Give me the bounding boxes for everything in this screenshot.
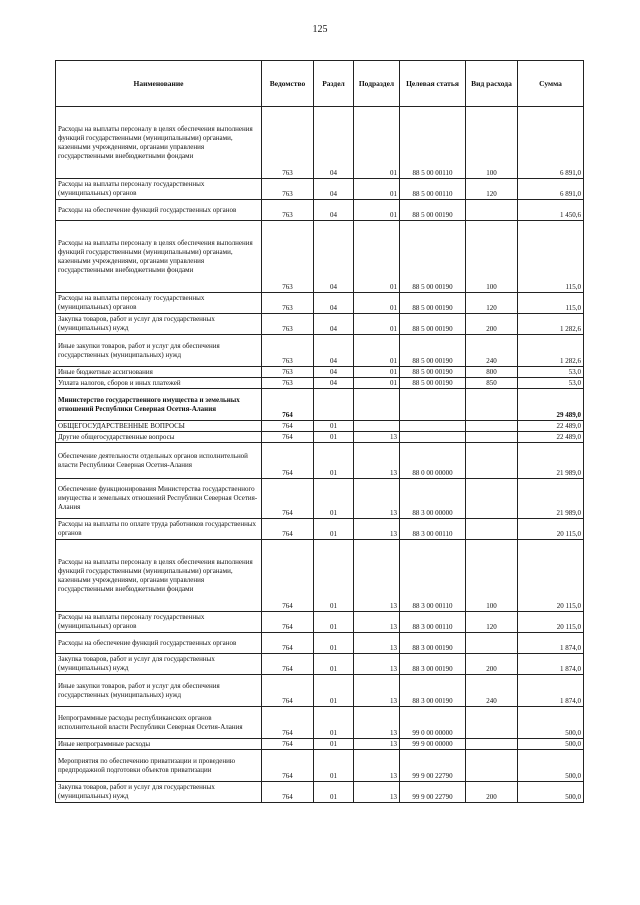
row-sum: 6 891,0 xyxy=(518,179,584,200)
table-row xyxy=(56,335,584,367)
row-sum: 21 989,0 xyxy=(518,443,584,479)
row-target xyxy=(400,432,466,443)
page-number: 125 xyxy=(312,24,328,35)
row-subsection: 01 xyxy=(354,221,400,293)
row-target: 99 9 00 00000 xyxy=(400,739,466,750)
row-sum: 20 115,0 xyxy=(518,519,584,540)
row-dept: 764 xyxy=(262,540,314,612)
row-exp-type xyxy=(466,443,518,479)
row-section: 01 xyxy=(314,519,354,540)
table-row xyxy=(56,378,584,389)
row-section: 04 xyxy=(314,367,354,378)
row-exp-type xyxy=(466,432,518,443)
row-name: ОБЩЕГОСУДАРСТВЕННЫЕ ВОПРОСЫ xyxy=(56,421,262,432)
header-dept: Ведомство xyxy=(262,61,314,107)
row-section: 04 xyxy=(314,179,354,200)
table-body xyxy=(56,107,584,803)
row-subsection: 13 xyxy=(354,750,400,782)
table-row xyxy=(56,443,584,479)
row-subsection xyxy=(354,421,400,432)
row-sum: 21 989,0 xyxy=(518,479,584,519)
row-subsection: 13 xyxy=(354,633,400,654)
table-row xyxy=(56,367,584,378)
row-dept: 764 xyxy=(262,519,314,540)
row-dept: 764 xyxy=(262,633,314,654)
row-exp-type: 120 xyxy=(466,612,518,633)
row-dept: 763 xyxy=(262,107,314,179)
row-dept: 764 xyxy=(262,443,314,479)
row-target: 88 0 00 00000 xyxy=(400,443,466,479)
row-name: Непрограммные расходы республиканских органов исполнительной власти Республики Северная Осетия-Алания xyxy=(56,707,262,739)
row-dept: 764 xyxy=(262,707,314,739)
table-row xyxy=(56,612,584,633)
table-row xyxy=(56,432,584,443)
row-target xyxy=(400,389,466,421)
row-dept: 764 xyxy=(262,389,314,421)
row-target: 88 5 00 00190 xyxy=(400,314,466,335)
row-section: 01 xyxy=(314,432,354,443)
row-section: 04 xyxy=(314,335,354,367)
row-exp-type: 100 xyxy=(466,221,518,293)
row-subsection: 13 xyxy=(354,519,400,540)
row-dept: 764 xyxy=(262,739,314,750)
row-target: 88 3 00 00110 xyxy=(400,612,466,633)
row-sum: 500,0 xyxy=(518,750,584,782)
row-subsection: 01 xyxy=(354,378,400,389)
row-subsection: 13 xyxy=(354,782,400,803)
row-section: 01 xyxy=(314,633,354,654)
row-dept: 764 xyxy=(262,654,314,675)
row-sum: 22 489,0 xyxy=(518,432,584,443)
row-sum: 1 282,6 xyxy=(518,335,584,367)
row-exp-type: 800 xyxy=(466,367,518,378)
row-subsection: 13 xyxy=(354,540,400,612)
row-exp-type xyxy=(466,750,518,782)
row-target: 88 3 00 00190 xyxy=(400,633,466,654)
row-subsection: 01 xyxy=(354,200,400,221)
row-subsection: 13 xyxy=(354,675,400,707)
row-section: 04 xyxy=(314,378,354,389)
table-header-row xyxy=(56,61,584,107)
row-section: 04 xyxy=(314,200,354,221)
row-target: 88 5 00 00190 xyxy=(400,378,466,389)
row-name: Расходы на выплаты персоналу государственных (муниципальных) органов xyxy=(56,293,262,314)
row-sum: 53,0 xyxy=(518,367,584,378)
row-section: 04 xyxy=(314,221,354,293)
row-name: Закупка товаров, работ и услуг для государственных (муниципальных) нужд xyxy=(56,654,262,675)
row-sum: 29 489,0 xyxy=(518,389,584,421)
row-section: 01 xyxy=(314,443,354,479)
row-exp-type: 240 xyxy=(466,335,518,367)
row-exp-type xyxy=(466,479,518,519)
header-target: Целевая статья xyxy=(400,61,466,107)
table-row xyxy=(56,179,584,200)
row-dept: 763 xyxy=(262,314,314,335)
row-exp-type: 200 xyxy=(466,654,518,675)
row-sum: 1 450,6 xyxy=(518,200,584,221)
row-section: 01 xyxy=(314,479,354,519)
row-exp-type: 120 xyxy=(466,179,518,200)
row-subsection: 13 xyxy=(354,612,400,633)
row-name: Мероприятия по обеспечению приватизации и проведению предпродажной подготовки объектов приватизации xyxy=(56,750,262,782)
row-subsection: 13 xyxy=(354,739,400,750)
row-name: Расходы на выплаты персоналу в целях обеспечения выполнения функций государственными (муниципальными) органами, казенными учреждениями, органами управления государственными внебюджетными фондами xyxy=(56,221,262,293)
row-dept: 764 xyxy=(262,612,314,633)
row-target: 99 9 00 22790 xyxy=(400,750,466,782)
row-exp-type xyxy=(466,519,518,540)
table-row xyxy=(56,421,584,432)
row-sum: 22 489,0 xyxy=(518,421,584,432)
row-subsection: 13 xyxy=(354,479,400,519)
row-sum: 115,0 xyxy=(518,293,584,314)
row-subsection: 01 xyxy=(354,314,400,335)
row-subsection: 13 xyxy=(354,443,400,479)
row-name: Иные закупки товаров, работ и услуг для обеспечения государственных (муниципальных) нужд xyxy=(56,675,262,707)
row-target: 88 3 00 00190 xyxy=(400,675,466,707)
table-row xyxy=(56,293,584,314)
row-dept: 763 xyxy=(262,179,314,200)
row-subsection: 01 xyxy=(354,293,400,314)
row-sum: 53,0 xyxy=(518,378,584,389)
row-subsection: 13 xyxy=(354,432,400,443)
row-name: Расходы на выплаты по оплате труда работников государственных органов xyxy=(56,519,262,540)
table-row xyxy=(56,750,584,782)
row-name: Обеспечение деятельности отдельных органов исполнительной власти Республики Северная Осетия-Алания xyxy=(56,443,262,479)
row-exp-type: 100 xyxy=(466,540,518,612)
row-target: 88 5 00 00190 xyxy=(400,335,466,367)
row-name: Иные закупки товаров, работ и услуг для обеспечения государственных (муниципальных) нужд xyxy=(56,335,262,367)
table-row xyxy=(56,782,584,803)
row-subsection: 13 xyxy=(354,654,400,675)
row-subsection: 13 xyxy=(354,707,400,739)
row-dept: 763 xyxy=(262,378,314,389)
row-sum: 1 874,0 xyxy=(518,675,584,707)
table-row xyxy=(56,200,584,221)
row-target: 88 5 00 00190 xyxy=(400,221,466,293)
row-dept: 764 xyxy=(262,750,314,782)
header-section: Раздел xyxy=(314,61,354,107)
table-row xyxy=(56,314,584,335)
row-dept: 764 xyxy=(262,479,314,519)
row-dept: 763 xyxy=(262,293,314,314)
row-sum: 115,0 xyxy=(518,221,584,293)
row-sum: 500,0 xyxy=(518,739,584,750)
row-sum: 20 115,0 xyxy=(518,540,584,612)
row-target: 88 3 00 00000 xyxy=(400,479,466,519)
table-row xyxy=(56,540,584,612)
row-section: 01 xyxy=(314,612,354,633)
row-target xyxy=(400,421,466,432)
row-section: 04 xyxy=(314,107,354,179)
table-row xyxy=(56,107,584,179)
header-subsection: Подраздел xyxy=(354,61,400,107)
row-name: Иные бюджетные ассигнования xyxy=(56,367,262,378)
row-name: Расходы на обеспечение функций государственных органов xyxy=(56,633,262,654)
table-row xyxy=(56,519,584,540)
row-exp-type: 240 xyxy=(466,675,518,707)
table-row xyxy=(56,633,584,654)
row-name: Министерство государственного имущества и земельных отношений Республики Северная Осетия-Алания xyxy=(56,389,262,421)
row-dept: 763 xyxy=(262,367,314,378)
row-name: Расходы на выплаты персоналу государственных (муниципальных) органов xyxy=(56,179,262,200)
row-section xyxy=(314,389,354,421)
table-row xyxy=(56,654,584,675)
row-target: 99 9 00 22790 xyxy=(400,782,466,803)
row-section: 01 xyxy=(314,675,354,707)
row-sum: 6 891,0 xyxy=(518,107,584,179)
header-name: Наименование xyxy=(56,61,262,107)
row-section: 01 xyxy=(314,654,354,675)
row-subsection xyxy=(354,389,400,421)
row-dept: 764 xyxy=(262,432,314,443)
row-target: 88 5 00 00190 xyxy=(400,367,466,378)
row-subsection: 01 xyxy=(354,179,400,200)
row-dept: 763 xyxy=(262,200,314,221)
row-exp-type: 200 xyxy=(466,782,518,803)
row-dept: 763 xyxy=(262,335,314,367)
row-exp-type xyxy=(466,389,518,421)
row-exp-type xyxy=(466,200,518,221)
row-section: 01 xyxy=(314,750,354,782)
row-section: 01 xyxy=(314,421,354,432)
row-exp-type: 200 xyxy=(466,314,518,335)
row-exp-type xyxy=(466,421,518,432)
row-target: 88 3 00 00110 xyxy=(400,540,466,612)
row-section: 01 xyxy=(314,707,354,739)
row-name: Расходы на выплаты персоналу в целях обеспечения выполнения функций государственными (муниципальными) органами, казенными учреждениями, органами управления государственными внебюджетными фондами xyxy=(56,107,262,179)
row-sum: 20 115,0 xyxy=(518,612,584,633)
row-name: Закупка товаров, работ и услуг для государственных (муниципальных) нужд xyxy=(56,314,262,335)
row-target: 88 5 00 00190 xyxy=(400,293,466,314)
row-sum: 500,0 xyxy=(518,707,584,739)
row-sum: 500,0 xyxy=(518,782,584,803)
row-exp-type xyxy=(466,707,518,739)
header-sum: Сумма xyxy=(518,61,584,107)
row-dept: 764 xyxy=(262,421,314,432)
table-row xyxy=(56,707,584,739)
row-exp-type: 100 xyxy=(466,107,518,179)
row-section: 04 xyxy=(314,293,354,314)
row-dept: 764 xyxy=(262,675,314,707)
row-target: 88 5 00 00110 xyxy=(400,107,466,179)
row-sum: 1 874,0 xyxy=(518,654,584,675)
row-exp-type: 850 xyxy=(466,378,518,389)
row-section: 04 xyxy=(314,314,354,335)
row-exp-type xyxy=(466,739,518,750)
row-dept: 764 xyxy=(262,782,314,803)
table-row xyxy=(56,739,584,750)
row-name: Закупка товаров, работ и услуг для государственных (муниципальных) нужд xyxy=(56,782,262,803)
row-name: Расходы на обеспечение функций государственных органов xyxy=(56,200,262,221)
row-subsection: 01 xyxy=(354,107,400,179)
row-target: 88 5 00 00110 xyxy=(400,179,466,200)
row-sum: 1 282,6 xyxy=(518,314,584,335)
row-name: Расходы на выплаты персоналу государственных (муниципальных) органов xyxy=(56,612,262,633)
row-dept: 763 xyxy=(262,221,314,293)
row-target: 88 5 00 00190 xyxy=(400,200,466,221)
row-target: 88 3 00 00110 xyxy=(400,519,466,540)
row-exp-type xyxy=(466,633,518,654)
table-row xyxy=(56,479,584,519)
row-name: Другие общегосударственные вопросы xyxy=(56,432,262,443)
row-name: Уплата налогов, сборов и иных платежей xyxy=(56,378,262,389)
row-subsection: 01 xyxy=(354,367,400,378)
table-row xyxy=(56,221,584,293)
budget-table xyxy=(55,60,584,803)
row-name: Обеспечение функционирования Министерства государственного имущества и земельных отношений Республики Северная Осетия-Алания xyxy=(56,479,262,519)
row-exp-type: 120 xyxy=(466,293,518,314)
table-row xyxy=(56,675,584,707)
row-target: 88 3 00 00190 xyxy=(400,654,466,675)
row-section: 01 xyxy=(314,540,354,612)
row-sum: 1 874,0 xyxy=(518,633,584,654)
header-exp-type: Вид расхода xyxy=(466,61,518,107)
row-target: 99 0 00 00000 xyxy=(400,707,466,739)
row-section: 01 xyxy=(314,782,354,803)
table-row xyxy=(56,389,584,421)
row-subsection: 01 xyxy=(354,335,400,367)
row-name: Иные непрограммные расходы xyxy=(56,739,262,750)
row-section: 01 xyxy=(314,739,354,750)
row-name: Расходы на выплаты персоналу в целях обеспечения выполнения функций государственными (муниципальными) органами, казенными учреждениями, органами управления государственными внебюджетными фондами xyxy=(56,540,262,612)
